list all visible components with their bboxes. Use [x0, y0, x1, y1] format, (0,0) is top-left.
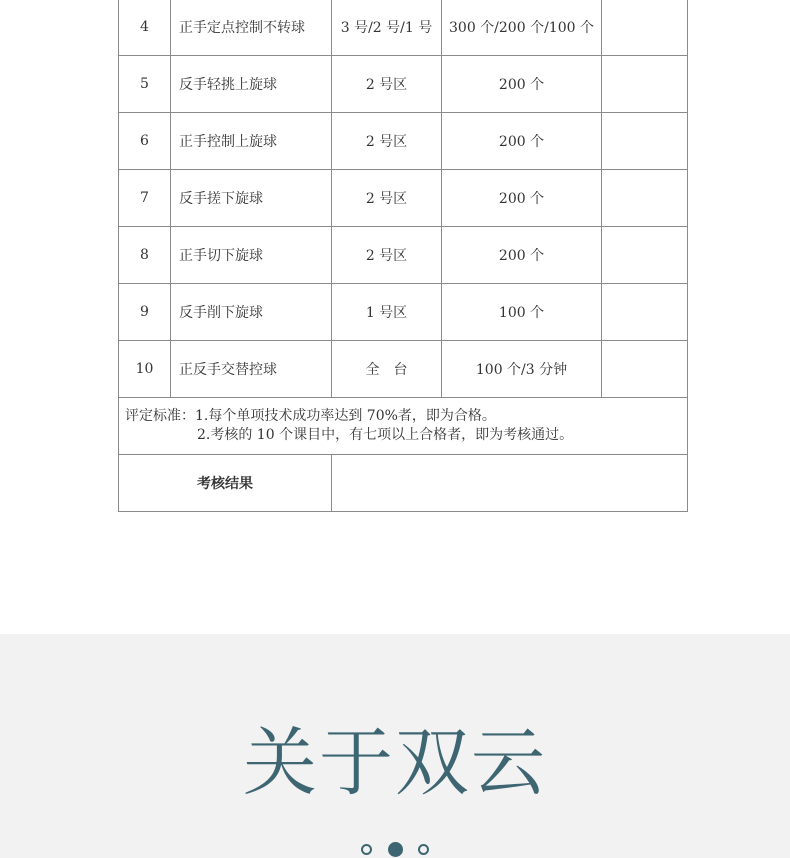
ball-quantity: 200 个: [442, 113, 602, 170]
result-value-cell: [332, 455, 688, 512]
about-section: [0, 634, 790, 858]
row-number: 4: [119, 0, 171, 56]
row-number: 9: [119, 284, 171, 341]
carousel-pagination: [0, 844, 790, 858]
row-number: 6: [119, 113, 171, 170]
table-row: [119, 227, 688, 284]
carousel-dot[interactable]: [361, 844, 372, 855]
table-row: [119, 284, 688, 341]
result-cell: [602, 284, 688, 341]
skill-item: 正反手交替控球: [171, 341, 332, 398]
ball-quantity: 200 个: [442, 56, 602, 113]
result-cell: [602, 227, 688, 284]
table-row: [119, 113, 688, 170]
result-cell: [602, 170, 688, 227]
ball-quantity: 200 个: [442, 227, 602, 284]
skill-item: 正手控制上旋球: [171, 113, 332, 170]
ball-quantity: 200 个: [442, 170, 602, 227]
result-cell: [602, 341, 688, 398]
row-number: 10: [119, 341, 171, 398]
carousel-dot-active[interactable]: [388, 842, 403, 857]
target-zone: 1 号区: [332, 284, 442, 341]
criteria-row: [119, 398, 688, 455]
skill-item: 反手削下旋球: [171, 284, 332, 341]
criteria-cell: [119, 398, 688, 455]
result-cell: [602, 56, 688, 113]
skill-item: 反手轻挑上旋球: [171, 56, 332, 113]
ball-quantity: 300 个/200 个/100 个: [442, 0, 602, 56]
result-label: 考核结果: [119, 455, 332, 512]
skill-item: 正手定点控制不转球: [171, 0, 332, 56]
target-zone: 2 号区: [332, 113, 442, 170]
about-title: 关于双云: [243, 720, 547, 806]
target-zone: 全 台: [332, 341, 442, 398]
table-row: [119, 341, 688, 398]
target-zone: 2 号区: [332, 170, 442, 227]
ball-quantity: 100 个/3 分钟: [442, 341, 602, 398]
row-number: 5: [119, 56, 171, 113]
result-cell: [602, 0, 688, 56]
result-cell: [602, 113, 688, 170]
table-row: [119, 56, 688, 113]
ball-quantity: 100 个: [442, 284, 602, 341]
row-number: 7: [119, 170, 171, 227]
skill-item: 反手搓下旋球: [171, 170, 332, 227]
criteria-line-2: 2.考核的 10 个课目中，有七项以上合格者，即为考核通过。: [197, 427, 574, 443]
carousel-dot[interactable]: [418, 844, 429, 855]
table-row: [119, 0, 688, 56]
skill-item: 正手切下旋球: [171, 227, 332, 284]
target-zone: 2 号区: [332, 227, 442, 284]
target-zone: 2 号区: [332, 56, 442, 113]
result-row: [119, 455, 688, 512]
row-number: 8: [119, 227, 171, 284]
assessment-table: [118, 0, 688, 512]
criteria-line-1: 评定标准：1.每个单项技术成功率达到 70%者，即为合格。: [125, 408, 496, 424]
target-zone: 3 号/2 号/1 号: [332, 0, 442, 56]
table-row: [119, 170, 688, 227]
